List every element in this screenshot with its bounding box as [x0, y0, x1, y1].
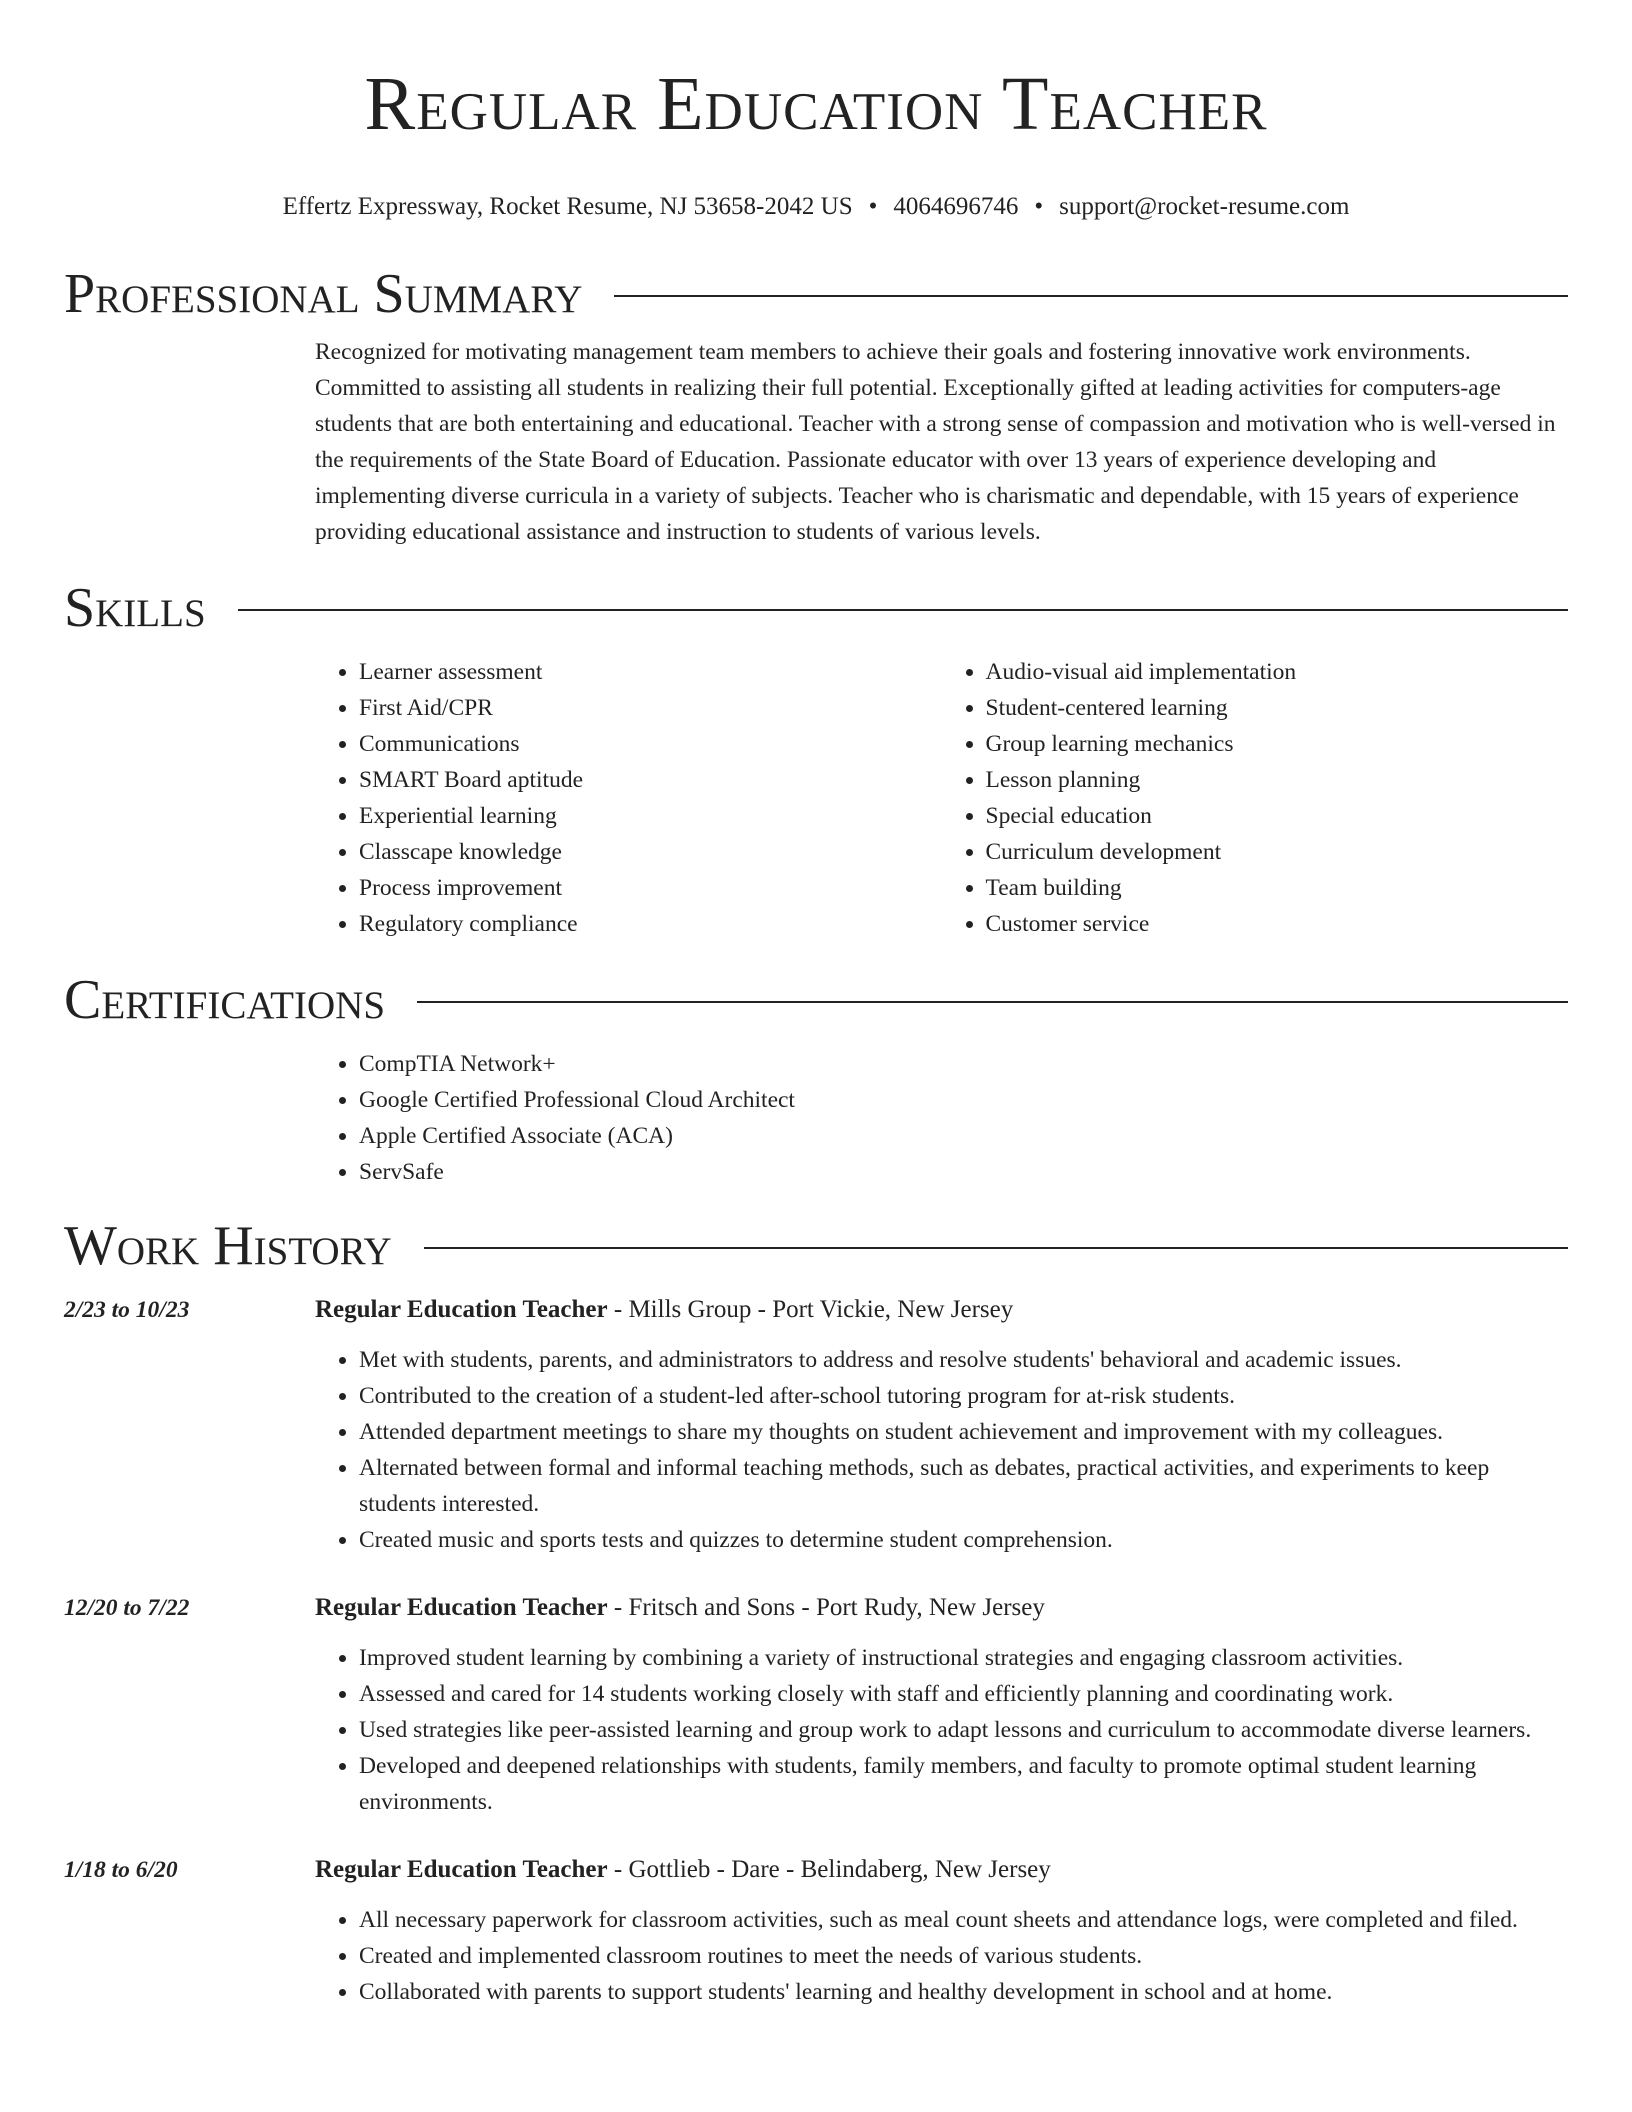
job-bullet: • Improved student learning by combining a variety of instructional strategies and engaging classroom activities. [359, 1640, 1568, 1676]
job-role: Regular Education Teacher [315, 1856, 608, 1883]
job-bullet: • All necessary paperwork for classroom activities, such as meal count sheets and attendance logs, were completed and filed. [359, 1902, 1568, 1938]
skills-section-header [64, 576, 1568, 640]
skill-item: • Team building [986, 870, 1569, 906]
skill-item: • Group learning mechanics [986, 726, 1569, 762]
skills-heading: Skills [64, 577, 206, 639]
skills-list-left [315, 654, 942, 942]
job-bullet: • Assessed and cared for 14 students working closely with staff and efficiently planning and coordinating work. [359, 1676, 1568, 1712]
summary-section-header [64, 262, 1568, 326]
job-bullet: • Contributed to the creation of a student-led after-school tutoring program for at-risk students. [359, 1378, 1568, 1414]
summary-section [315, 334, 1568, 550]
job-dates: 12/20 to 7/22 [64, 1595, 190, 1621]
skills-list-right [942, 654, 1569, 942]
job-bullet: • Collaborated with parents to support students' learning and healthy development in school and at home. [359, 1974, 1568, 2010]
certifications-heading: Certifications [64, 969, 386, 1031]
skill-item: • SMART Board aptitude [359, 762, 942, 798]
job-dates: 2/23 to 10/23 [64, 1297, 190, 1323]
section-divider [238, 609, 1568, 611]
job-bullet: • Created and implemented classroom routines to meet the needs of various students. [359, 1938, 1568, 1974]
section-divider [614, 295, 1568, 297]
contact-line [64, 192, 1568, 222]
work-history-heading: Work History [64, 1215, 392, 1277]
section-divider [417, 1001, 1568, 1003]
job-body [315, 1590, 1568, 1820]
job-entry [64, 1590, 1568, 1820]
job-dates: 1/18 to 6/20 [64, 1857, 178, 1883]
job-bullet: • Developed and deepened relationships with students, family members, and faculty to promote optimal student learning environments. [359, 1748, 1568, 1820]
certification-item: • Apple Certified Associate (ACA) [359, 1118, 1568, 1154]
separator-dot: • [1034, 193, 1044, 220]
skill-item: • First Aid/CPR [359, 690, 942, 726]
job-entry [64, 1852, 1568, 2010]
skill-item: • Communications [359, 726, 942, 762]
job-role: Regular Education Teacher [315, 1594, 608, 1621]
job-title-line [315, 1852, 1568, 1888]
job-bullet: • Alternated between formal and informal teaching methods, such as debates, practical activities, and experiments to keep students interested. [359, 1450, 1568, 1522]
skill-item: • Classcape knowledge [359, 834, 942, 870]
skill-item: • Customer service [986, 906, 1569, 942]
skill-item: • Student-centered learning [986, 690, 1569, 726]
job-title-line [315, 1590, 1568, 1626]
skill-item: • Curriculum development [986, 834, 1569, 870]
email: support@rocket-resume.com [1059, 193, 1350, 220]
job-bullets [315, 1342, 1568, 1558]
skill-item: • Experiential learning [359, 798, 942, 834]
job-employer: - Mills Group - Port Vickie, New Jersey [607, 1296, 1014, 1323]
skills-grid [315, 654, 1568, 942]
job-bullet: • Created music and sports tests and quizzes to determine student comprehension. [359, 1522, 1568, 1558]
job-role: Regular Education Teacher [315, 1296, 608, 1323]
job-entry [64, 1292, 1568, 1558]
certification-item: • CompTIA Network+ [359, 1046, 1568, 1082]
job-bullets [315, 1640, 1568, 1820]
job-title-line [315, 1292, 1568, 1328]
certification-item: • ServSafe [359, 1154, 1568, 1190]
address: Effertz Expressway, Rocket Resume, NJ 53658-2042 US [282, 193, 853, 220]
skill-item: • Audio-visual aid implementation [986, 654, 1569, 690]
job-bullet: • Attended department meetings to share my thoughts on student achievement and improvement with my colleagues. [359, 1414, 1568, 1450]
resume-name: Regular Education Teacher [364, 62, 1268, 146]
skill-item: • Lesson planning [986, 762, 1569, 798]
job-bullet: • Used strategies like peer-assisted learning and group work to adapt lessons and curriculum to accommodate diverse learners. [359, 1712, 1568, 1748]
skill-item: • Learner assessment [359, 654, 942, 690]
job-body [315, 1292, 1568, 1558]
certifications-section [315, 1046, 1568, 1190]
job-employer: - Gottlieb - Dare - Belindaberg, New Jersey [607, 1856, 1051, 1883]
phone: 4064696746 [893, 193, 1019, 220]
section-divider [424, 1247, 1568, 1249]
job-employer: - Fritsch and Sons - Port Rudy, New Jersey [607, 1594, 1045, 1621]
job-bullets [315, 1902, 1568, 2010]
certifications-section-header [64, 968, 1568, 1032]
skill-item: • Special education [986, 798, 1569, 834]
certifications-list [315, 1046, 1568, 1190]
job-bullet: • Met with students, parents, and administrators to address and resolve students' behavioral and academic issues. [359, 1342, 1568, 1378]
separator-dot: • [868, 193, 878, 220]
skill-item: • Process improvement [359, 870, 942, 906]
summary-text: Recognized for motivating management team members to achieve their goals and fostering innovative work environments. Committed to assisting all students in realizing their full potential. Exceptionally gifted at leading activities for computers-age students that are both entertaining and educational. Teacher with a strong sense of compassion and motivation who is well-versed in the requirements of the State Board of Education. Passionate educator with over 13 years of experience developing and implementing diverse curricula in a variety of subjects. Teacher who is charismatic and dependable, with 15 years of experience providing educational assistance and instruction to students of various levels. [315, 339, 1556, 545]
job-body [315, 1852, 1568, 2010]
certification-item: • Google Certified Professional Cloud Architect [359, 1082, 1568, 1118]
summary-heading: Professional Summary [64, 263, 583, 325]
work-history-section-header [64, 1214, 1568, 1278]
skill-item: • Regulatory compliance [359, 906, 942, 942]
